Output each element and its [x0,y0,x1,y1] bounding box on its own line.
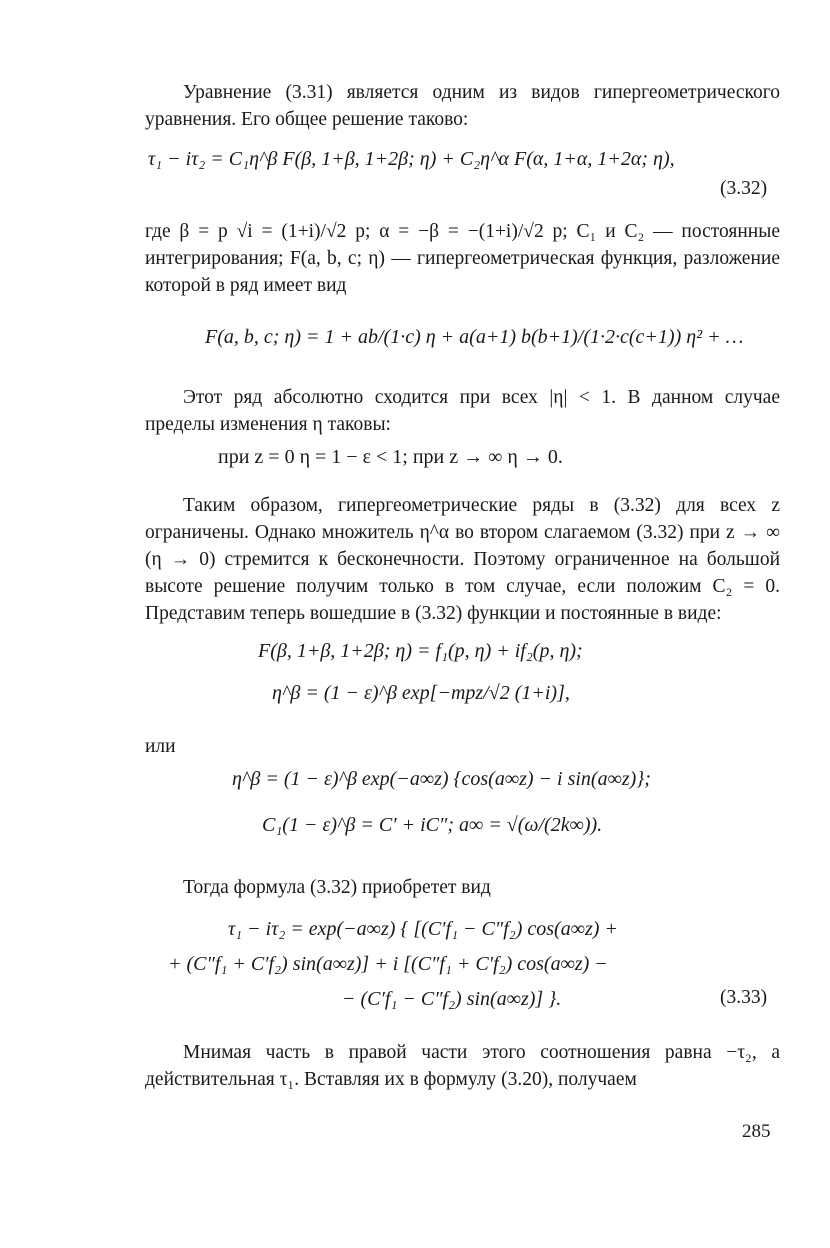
equation-3-33-line-2: + (C″f₁ + C′f₂) sin(a∞z)] + i [(C″f₁ + C′f₂) cos(a∞z) − [168,953,608,975]
or-label [145,733,780,760]
paragraph-5 [145,874,780,901]
equation-3-33-line-1: τ₁ − iτ₂ = exp(−a∞z) { [(C′f₁ − C″f₂) cos(a∞z) + [228,918,618,940]
equation-3-32: τ₁ − iτ₂ = C₁η^β F(β, 1+β, 1+2β; η) + C₂η^α F(α, 1+α, 1+2α; η), [148,148,675,170]
paragraph-2 [145,218,780,299]
paragraph-1-text: Уравнение (3.31) является одним из видов гипергеометрического уравнения. Его общее решение таково: [145,82,780,130]
f-definition: F(β, 1+β, 1+2β; η) = f₁(p, η) + if₂(p, η); [258,640,583,662]
paragraph-6 [145,1039,780,1093]
paragraph-6-text: Мнимая часть в правой части этого соотношения равна −τ₂, а действительная τ₁. Вставляя их в формулу (3.20), получаем [145,1042,780,1090]
constant-definition: C₁(1 − ε)^β = C′ + iC″; a∞ = √(ω/(2k∞)). [262,814,603,836]
equation-3-33-line-3: − (C′f₁ − C″f₂) sin(a∞z)] }. [342,988,562,1010]
paragraph-1 [145,79,780,133]
paragraph-3-text: Этот ряд абсолютно сходится при всех |η| < 1. В данном случае пределы изменения η таковы: [145,387,780,435]
paragraph-4-text: Таким образом, гипергеометрические ряды в (3.32) для всех z ограничены. Однако множитель η^α во втором слагаемом (3.32) при z → ∞ (η → 0) стремится к бесконечности. Поэтому ограниченное на большой высоте решение получим только в том случае, если положим C₂ = 0. Представим теперь вошедшие в (3.32) функции и постоянные в виде: [145,495,780,624]
paragraph-5-text: Тогда формула (3.32) приобретет вид [183,877,491,898]
paragraph-3 [145,384,780,438]
page-number: 285 [742,1121,771,1142]
eta-beta-definition: η^β = (1 − ε)^β exp[−mpz/√2 (1+i)], [272,682,570,704]
limits-equation: при z = 0 η = 1 − ε < 1; при z → ∞ η → 0. [218,446,563,468]
paragraph-4 [145,492,780,627]
hypergeometric-series: F(a, b, c; η) = 1 + ab/(1·c) η + a(a+1) b(b+1)/(1·2·c(c+1)) η² + … [205,326,744,348]
paragraph-2-text: где β = p √i = (1+i)/√2 p; α = −β = −(1+i)/√2 p; C₁ и C₂ — постоянные интегрирования; F(a, b, c; η) — гипергеометрическая функция, разложение которой в ряд имеет вид [145,221,780,296]
or-text: или [145,736,176,757]
eta-beta-expanded: η^β = (1 − ε)^β exp(−a∞z) {cos(a∞z) − i sin(a∞z)}; [232,768,651,790]
equation-3-32-number: (3.32) [720,178,768,199]
equation-3-33-number: (3.33) [720,987,768,1008]
